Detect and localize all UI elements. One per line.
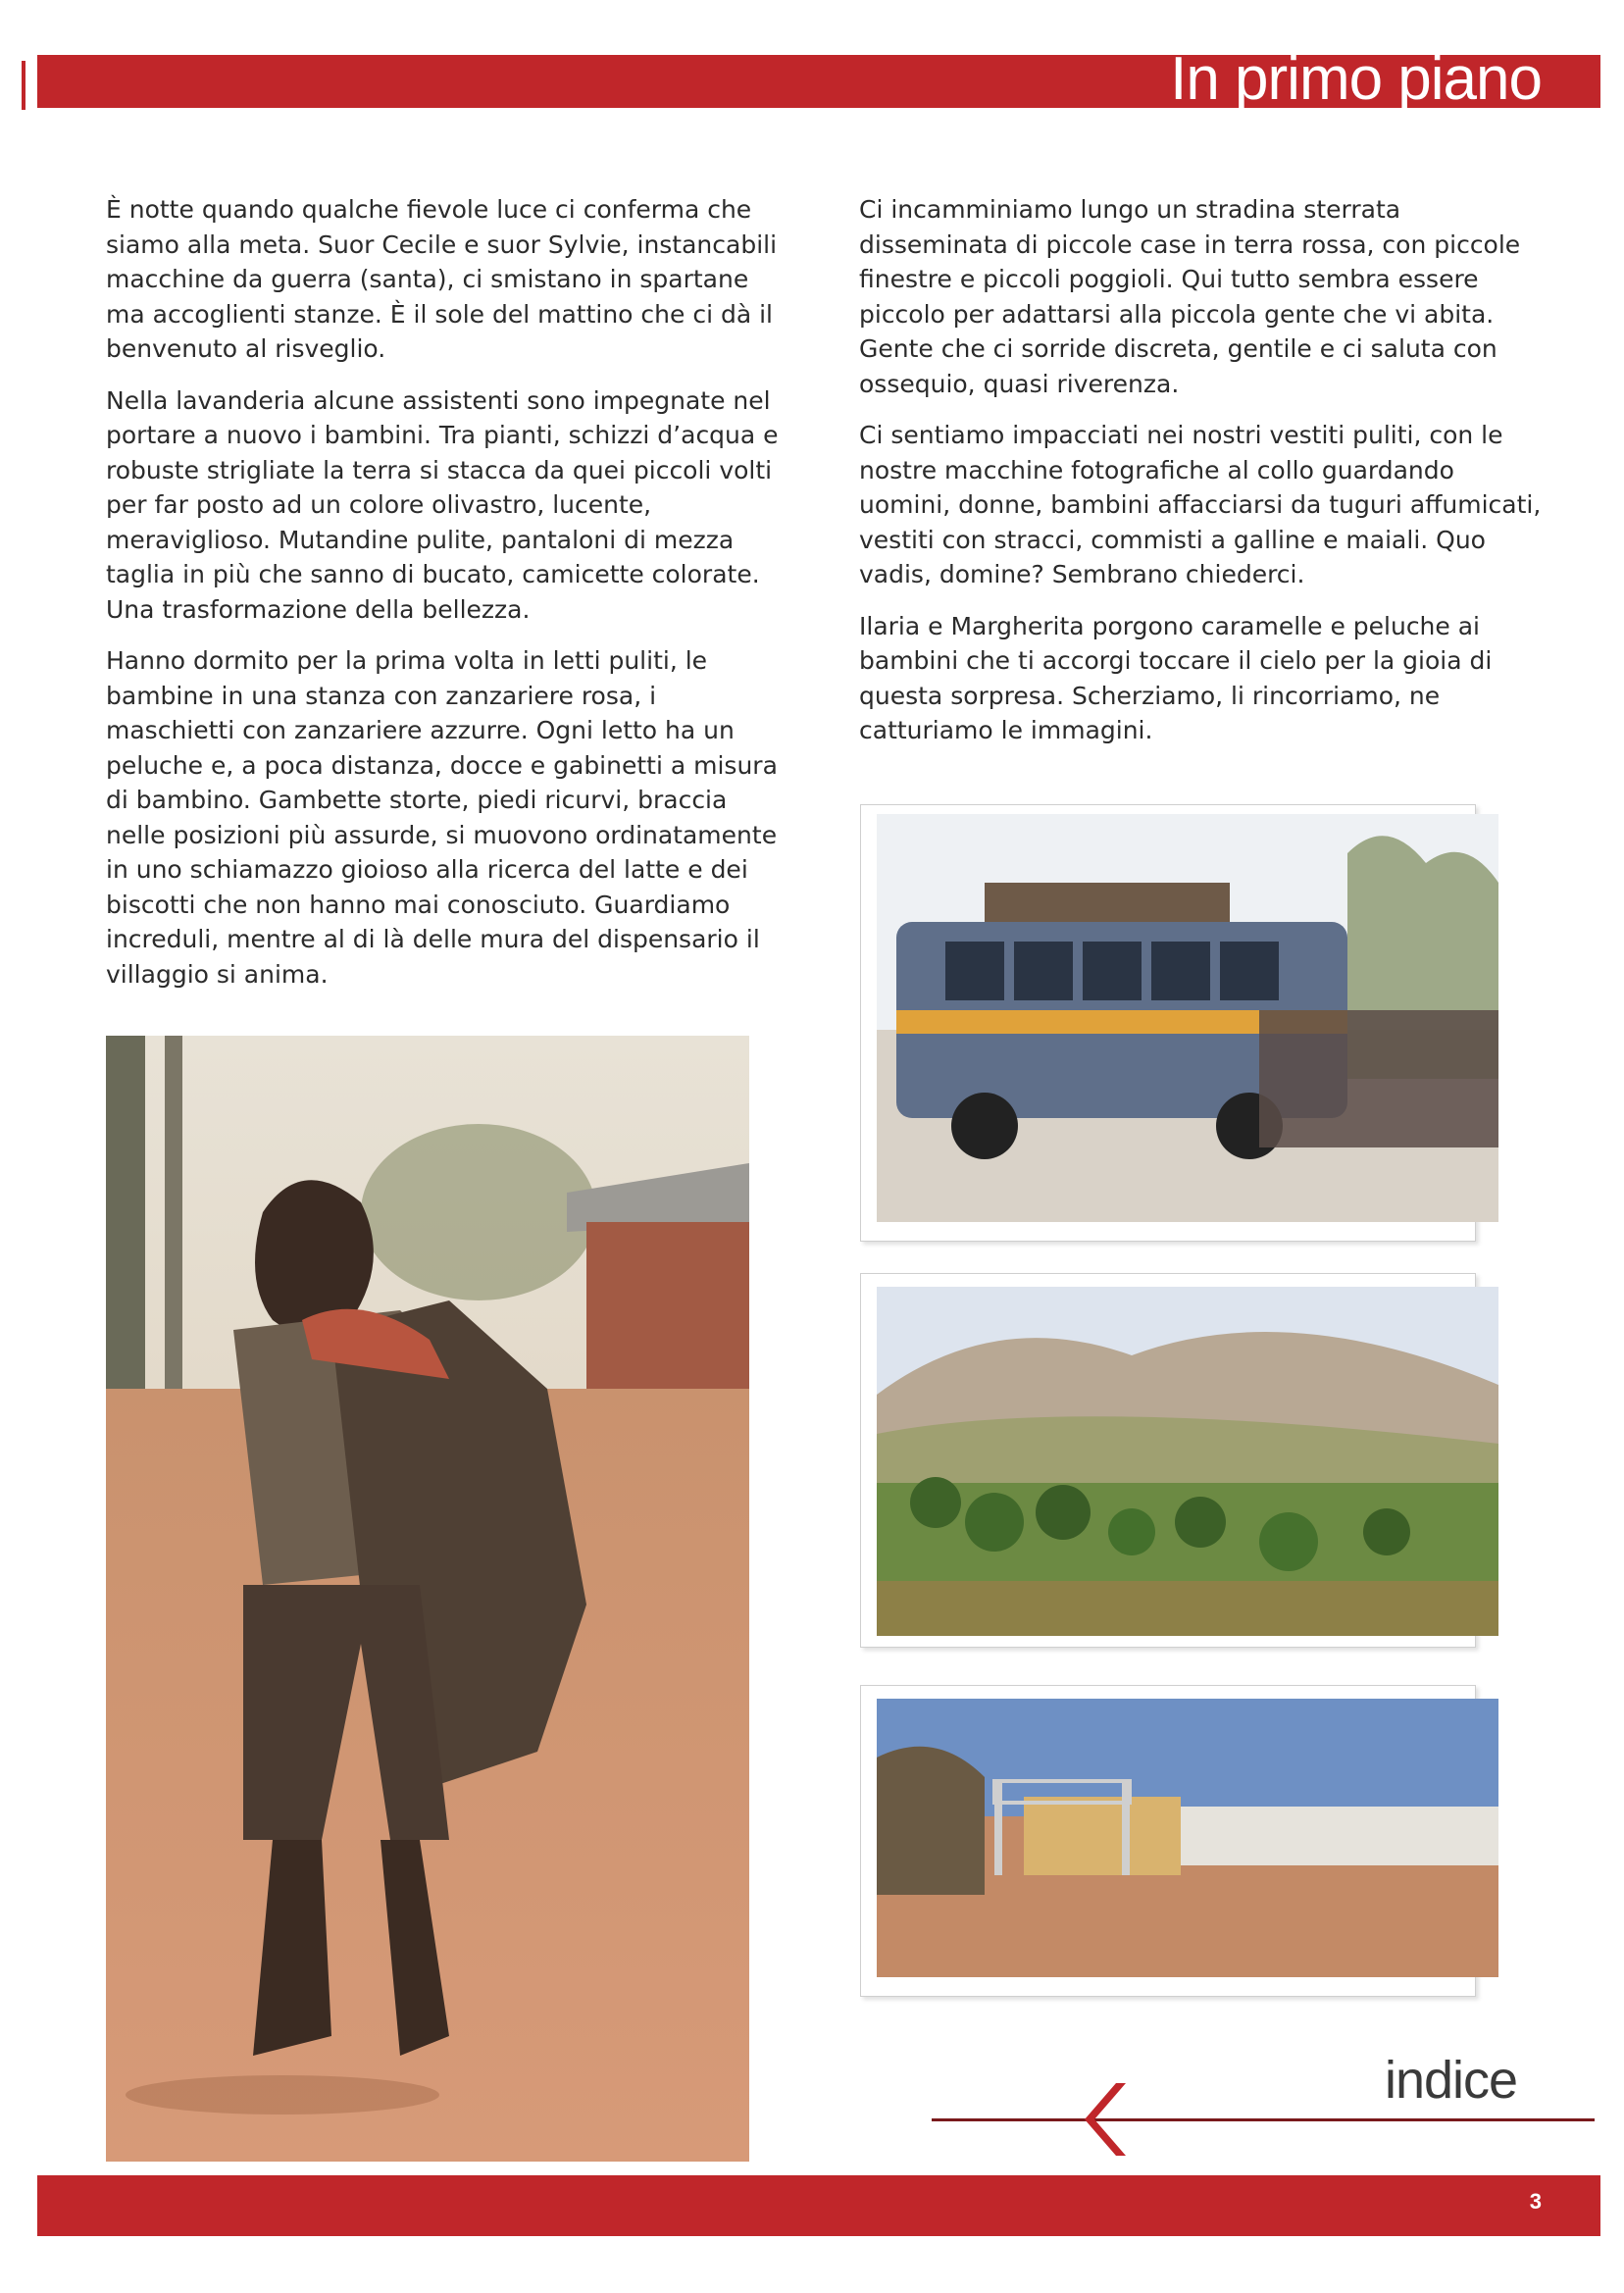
index-rule — [932, 2118, 1595, 2121]
paragraph: Hanno dormito per la prima volta in letti puliti, le bambine in una stanza con zanzariere rosa, i maschietti con zanzariere azzurre. Ogni letto ha un peluche e, a poca distanza, docce e gabinetti a misura di bambino. Gambette storte, piedi ricurvi, braccia nelle posizioni più assurde, si muovono ordinatamente in uno schiamazzo gioioso alla ricerca del latte e dei biscotti che non hanno mai conosciuto. Guardiamo increduli, mentre al di là delle mura del dispensario il villaggio si anima. — [106, 646, 778, 989]
page-number: 3 — [1529, 2189, 1542, 2214]
paragraph: Nella lavanderia alcune assistenti sono impegnate nel portare a nuovo i bambini. Tra pianti, schizzi d’acqua e robuste strigliate la terra si stacca da quei piccoli volti per far posto ad un colore olivastro, lucente, meraviglioso. Mutandine pulite, pantaloni di mezza taglia in più che sanno di bucato, camicette colorate. Una trasformazione della bellezza. — [106, 385, 779, 624]
left-text-column — [106, 192, 792, 1008]
margin-rule — [22, 61, 25, 110]
paragraph: Ci sentiamo impacciati nei nostri vestiti puliti, con le nostre macchine fotografiche al collo guardando uomini, donne, bambini affacciarsi da tuguri affumicati, vestiti con stracci, commisti a galline e maiali. Quo vadis, domine? Sembrano chiederci. — [859, 421, 1542, 588]
photo-landscape — [877, 1287, 1498, 1636]
paragraph: È notte quando qualche fievole luce ci conferma che siamo alla meta. Suor Cecile e suor Sylvie, instancabili macchine da guerra (santa), ci smistano in spartane ma accoglienti stanze. È il sole del mattino che ci dà il benvenuto al risveglio. — [106, 195, 778, 363]
index-link[interactable]: indice — [1385, 2051, 1518, 2110]
paragraph: Ci incamminiamo lungo un stradina sterrata disseminata di piccole case in terra rossa, con piccole finestre e piccoli poggioli. Qui tutto sembra essere piccolo per adattarsi alla piccola gente che vi abita. Gente che ci sorride discreta, gentile e ci saluta con ossequio, quasi riverenza. — [859, 195, 1521, 398]
photo-gate — [877, 1699, 1498, 1977]
section-header-bar — [37, 45, 1600, 113]
section-title: In primo piano — [1170, 45, 1542, 113]
right-text-column — [859, 192, 1546, 765]
chevron-left-icon[interactable] — [1083, 2081, 1128, 2158]
photo-bus — [877, 814, 1498, 1222]
photo-child — [106, 1036, 749, 2162]
footer-bar — [37, 2175, 1600, 2236]
paragraph: Ilaria e Margherita porgono caramelle e peluche ai bambini che ti accorgi toccare il cielo per la gioia di questa sorpresa. Scherziamo, li rincorriamo, ne catturiamo le immagini. — [859, 611, 1493, 744]
